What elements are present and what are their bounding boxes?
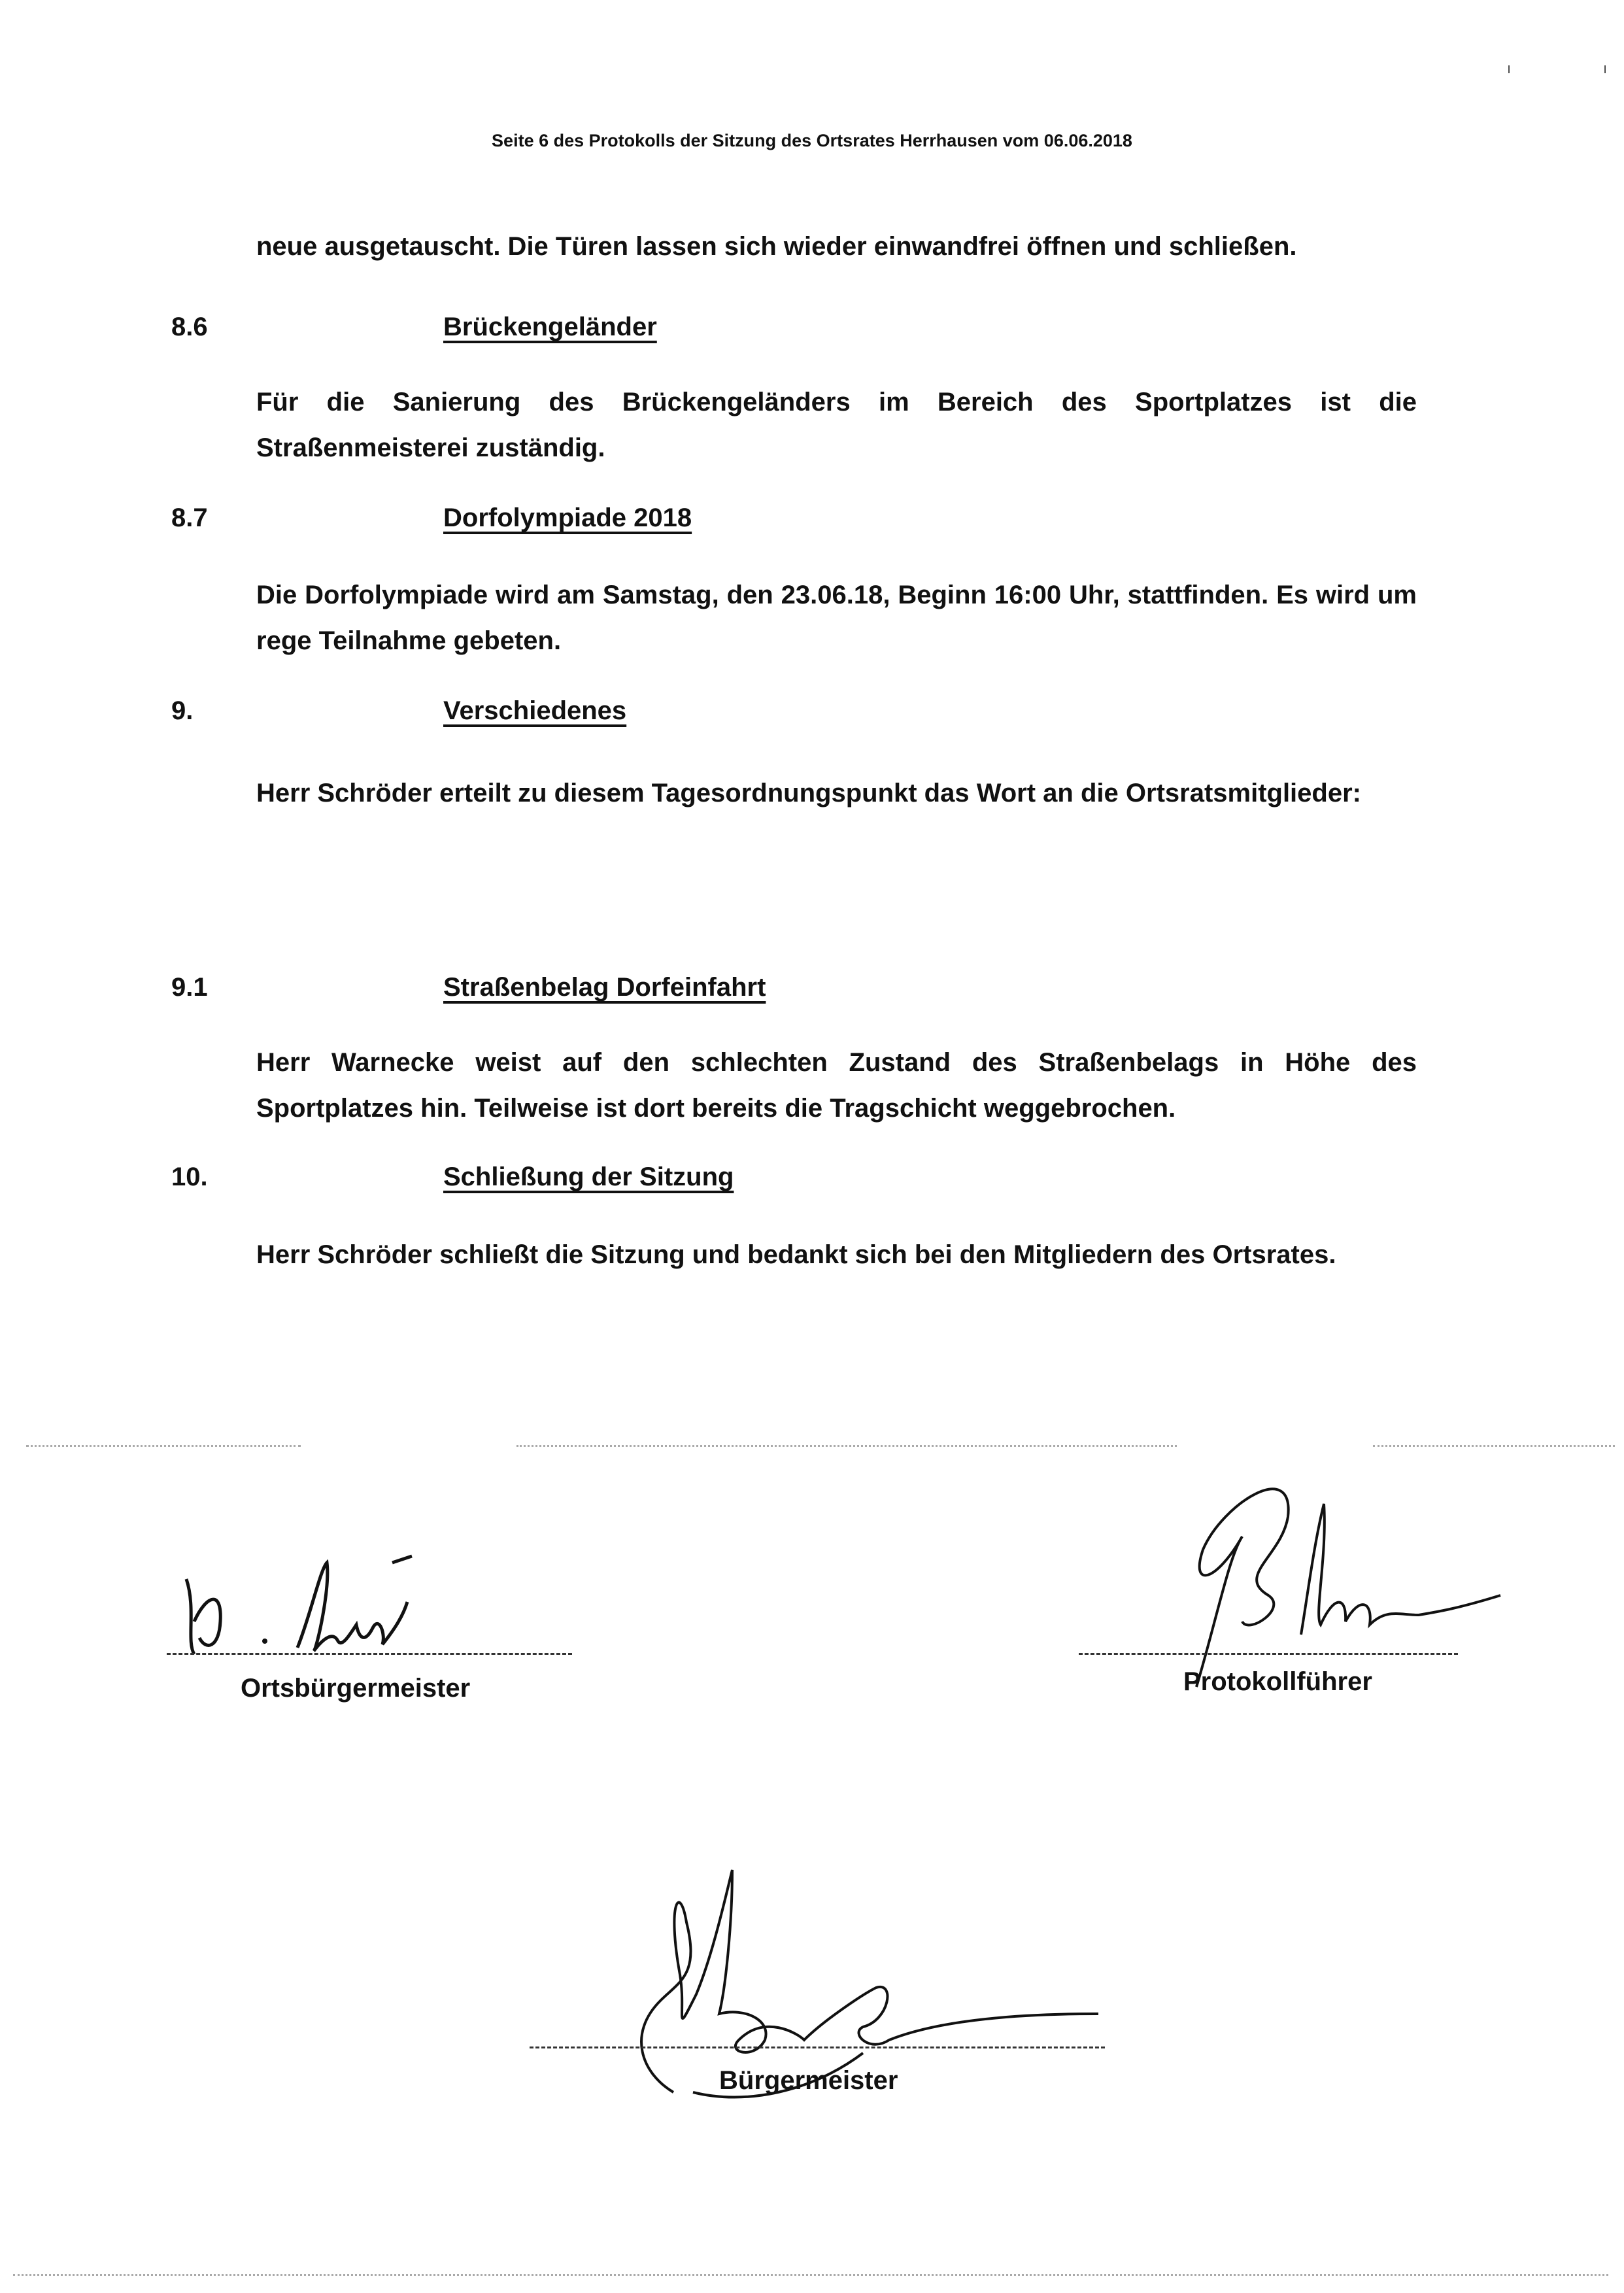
section-text: Für die Sanierung des Brückengeländers im Bereich des Sportplatzes ist die Straßenmeisterei zuständig. [256, 388, 1417, 462]
scan-artifact [516, 1445, 1177, 1447]
section-title: Dorfolympiade 2018 [443, 503, 692, 532]
section-number: 8.6 [171, 313, 208, 341]
section-title: Schließung der Sitzung [443, 1163, 734, 1191]
signature-label-bottom: Bürgermeister [719, 2066, 898, 2095]
section-title: Verschiedenes [443, 696, 627, 725]
page-header: Seite 6 des Protokolls der Sitzung des Ortsrates Herrhausen vom 06.06.2018 [492, 131, 1132, 150]
signature-ortsbuergermeister [160, 1517, 500, 1674]
section-title: Straßenbelag Dorfeinfahrt [443, 973, 766, 1002]
section-text: Herr Warnecke weist auf den schlechten Zustand des Straßenbelags in Höhe des Sportplatzes hin. Teilweise ist dort bereits die Tragschicht weggebrochen. [256, 1048, 1417, 1123]
continuation-text: neue ausgetauscht. Die Türen lassen sich wieder einwandfrei öffnen und schließen. [256, 232, 1297, 261]
section-text: Herr Schröder erteilt zu diesem Tagesordnungspunkt das Wort an die Ortsratsmitglieder: [256, 779, 1361, 807]
scan-mark: ı [1603, 60, 1608, 76]
signature-label-left: Ortsbürgermeister [241, 1674, 471, 1703]
section-number: 8.7 [171, 503, 208, 532]
section-title: Brückengeländer [443, 313, 657, 341]
section-number: 9.1 [171, 973, 208, 1002]
section-text: Die Dorfolympiade wird am Samstag, den 23.06.18, Beginn 16:00 Uhr, stattfinden. Es wird um rege Teilnahme gebeten. [256, 581, 1417, 655]
scan-artifact [13, 2274, 1608, 2276]
scan-mark: ı [1507, 60, 1512, 76]
section-number: 10. [171, 1163, 208, 1191]
signature-line [1079, 1653, 1458, 1655]
section-text: Herr Schröder schließt die Sitzung und bedankt sich bei den Mitgliedern des Ortsrates. [256, 1240, 1336, 1269]
section-number: 9. [171, 696, 194, 725]
signature-label-right: Protokollführer [1183, 1667, 1372, 1696]
scan-artifact [26, 1445, 301, 1447]
signature-line [167, 1653, 572, 1655]
signature-line [530, 2047, 1105, 2048]
